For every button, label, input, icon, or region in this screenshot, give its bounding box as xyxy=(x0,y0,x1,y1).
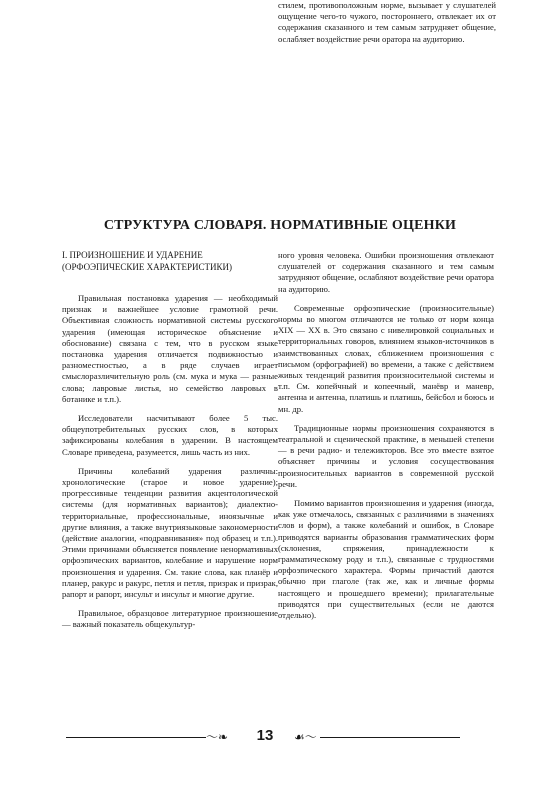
left-column xyxy=(62,250,278,639)
footer-rule-right xyxy=(320,737,460,738)
section-heading-line1: I. ПРОИЗНОШЕНИЕ И УДАРЕНИЕ xyxy=(62,250,203,260)
page-number: 13 xyxy=(256,727,274,744)
section-heading-line2: (ОРФОЭПИЧЕСКИЕ ХАРАКТЕРИСТИКИ) xyxy=(62,261,232,272)
right-column xyxy=(278,250,494,629)
footer-rule-left xyxy=(66,737,206,738)
page-footer xyxy=(0,726,533,750)
paragraph: Правильное, образцовое литературное произношение — важный показатель общекультур- xyxy=(62,608,278,630)
paragraph: ного уровня человека. Ошибки произношения отвлекают слушателей от содержания сказанного и тем самым затрудняют общение, ослабляют воздействие речи оратора на аудиторию. xyxy=(278,250,494,294)
top-continuation-text: стилем, противоположным норме, вызывает у слушателей ощущение чего-то чужого, постороннего, отвлекает их от содержания сказанного и тем самым затрудняет общение, ослабляет воздействие речи оратора на аудиторию. xyxy=(278,0,496,44)
paragraph: Современные орфоэпические (произносительные) нормы во многом отличаются не только от норм конца XIX — XX в. Это связано с нивелировкой социальных и территориальных говоров, влиянием языков-источников в заимствованных словах, сближением произношения с письмом (орфографией) во времени, а также с действием живых тенденций развития произносительной системы и т.п. См. копейчный и копеечный, манёвр и маневр, антенна и антенна, платишь и платишь, бейсбол и боюсь и мн. др. xyxy=(278,302,494,414)
paragraph: Исследователи насчитывают более 5 тыс. общеупотребительных русских слов, в которых зафиксированы колебания в ударении. В настоящем Словаре приведена, разумеется, лишь часть из них. xyxy=(62,413,278,457)
ornament-left-icon: 〜❧ xyxy=(206,730,229,744)
page-title: СТРУКТУРА СЛОВАРЯ. НОРМАТИВНЫЕ ОЦЕНКИ xyxy=(103,218,457,233)
ornament-right-icon: ☙〜 xyxy=(294,730,317,744)
paragraph: Причины колебаний ударения различны: хронологические (старое и новое ударение); прогрессивные тенденции развития акцентологической системы (для нормативных вариантов); диалектно-территориальные, профессиональные, иноязычные и другие влияния, а также внутриязыковые закономерности (действие аналогии, «подравнивания» под образец и т.п.). Этими причинами объясняется появление ненормативных орфоэпических вариантов, колебание и нарушение норм произношения и ударения. См. такие слова, как планёр и планер, ракурс и ракурс, петля и петля, призрак и призрак, рапорт и рапорт, инсульт и инсульт и многие другие. xyxy=(62,465,278,600)
paragraph: Помимо вариантов произношения и ударения (иногда, как уже отмечалось, связанных с различиями в значениях слов и форм), а также колебаний и ошибок, в Словаре приводятся варианты образования грамматических форм (склонения, спряжения, принадлежности к грамматическому роду и т.п.), связанные с трудностями орфоэпического характера. Формы причастий даются обычно при глаголе (так же, как и личные формы настоящего и прошедшего времени); прилагательные приводятся при существительных (если не даются отдельно). xyxy=(278,498,494,621)
section-heading xyxy=(62,250,278,273)
paragraph: Правильная постановка ударения — необходимый признак и важнейшее условие грамотной речи. Объективная сложность нормативной системы русского ударения (имеющая историческое объяснение и обоснование) связана с тем, что в русском языке постановка ударения отличается подвижностью и разноместностью, а в ряде случаев играет смыслоразличительную роль (см. мука и мука — разные слова; лавровые листья, но семейство лавровых в ботанике и т.п.). xyxy=(62,293,278,404)
paragraph: Традиционные нормы произношения сохраняются в театральной и сценической практике, в меньшей степени — в речи радио- и тележикторов. Все это вместе взятое объясняет причины и условия сосуществования произносительных вариантов в современной русской речи. xyxy=(278,422,494,489)
